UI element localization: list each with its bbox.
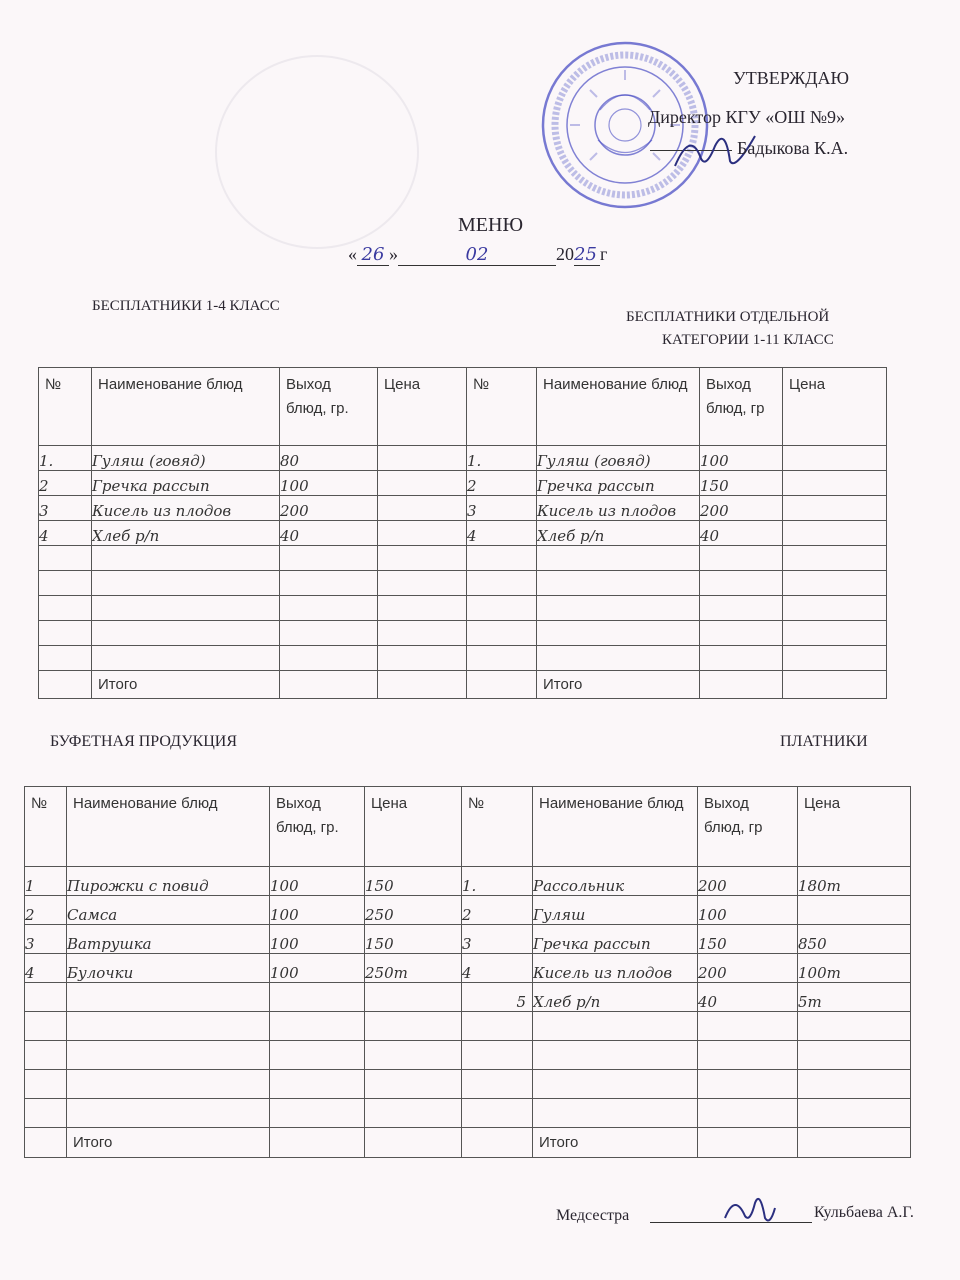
cell-price: 5т <box>798 983 911 1012</box>
table-row <box>39 646 887 671</box>
cell-output: 100 <box>700 446 783 471</box>
cell-dish: Кисель из плодов <box>537 496 700 521</box>
cell-dish: Рассольник <box>533 867 698 896</box>
cell-number: 5 <box>462 983 533 1012</box>
cell-output <box>270 983 365 1012</box>
date-year-prefix: 20 <box>556 244 574 264</box>
cell-dish: Гуляш <box>533 896 698 925</box>
total-row <box>39 671 887 699</box>
cell-number: 1. <box>467 446 537 471</box>
page-title: МЕНЮ <box>458 214 523 236</box>
cell-price: 150 <box>365 867 462 896</box>
cell-price: 850 <box>798 925 911 954</box>
cell-dish: Хлеб р/п <box>533 983 698 1012</box>
col-header-price: Цена <box>783 368 887 446</box>
date-close-quote: » <box>389 244 398 264</box>
cell-dish: Хлеб р/п <box>92 521 280 546</box>
cell-dish: Гречка рассып <box>537 471 700 496</box>
total-label: Итого <box>67 1128 270 1158</box>
cell-number: 3 <box>39 496 92 521</box>
table-row <box>25 1012 911 1041</box>
cell-price <box>378 446 467 471</box>
approval-title: УТВЕРЖДАЮ <box>733 68 850 88</box>
faint-watermark <box>215 55 419 249</box>
date-open-quote: « <box>348 244 357 264</box>
cell-number: 4 <box>25 954 67 983</box>
cell-price: 250т <box>365 954 462 983</box>
col-header-number: № <box>467 368 537 446</box>
col-header-number: № <box>462 787 533 867</box>
cell-dish: Хлеб р/п <box>537 521 700 546</box>
cell-output: 100 <box>270 896 365 925</box>
table-header-row <box>25 787 911 867</box>
col-header-dish: Наименование блюд <box>92 368 280 446</box>
col-header-dish: Наименование блюд <box>67 787 270 867</box>
cell-price <box>378 471 467 496</box>
cell-number: 2 <box>467 471 537 496</box>
approval-position: Директор КГУ «ОШ №9» <box>648 107 846 127</box>
cell-price <box>783 471 887 496</box>
cell-number: 2 <box>462 896 533 925</box>
cell-price <box>378 496 467 521</box>
section1-left-title: БЕСПЛАТНИКИ 1-4 КЛАСС <box>92 298 280 314</box>
section1-right-title-1: БЕСПЛАТНИКИ ОТДЕЛЬНОЙ <box>626 309 830 325</box>
col-header-price: Цена <box>798 787 911 867</box>
cell-price <box>365 983 462 1012</box>
cell-output: 200 <box>280 496 378 521</box>
cell-number: 1 <box>25 867 67 896</box>
cell-number: 1. <box>39 446 92 471</box>
table-row <box>39 471 887 496</box>
col-header-number: № <box>39 368 92 446</box>
cell-price: 150 <box>365 925 462 954</box>
cell-number: 4 <box>467 521 537 546</box>
cell-output: 150 <box>698 925 798 954</box>
col-header-dish: Наименование блюд <box>533 787 698 867</box>
date-month: 02 <box>465 244 489 265</box>
cell-number: 4 <box>462 954 533 983</box>
cell-dish: Самса <box>67 896 270 925</box>
date-year: 25 <box>574 244 597 265</box>
col-header-output: Выход блюд, гр <box>700 368 783 446</box>
table-row <box>25 925 911 954</box>
nurse-label: Медсестра <box>556 1207 630 1224</box>
menu-table-free <box>38 367 887 699</box>
table-row <box>39 496 887 521</box>
cell-output: 40 <box>700 521 783 546</box>
table-header-row <box>39 368 887 446</box>
cell-price: 180т <box>798 867 911 896</box>
cell-dish <box>67 983 270 1012</box>
cell-number: 4 <box>39 521 92 546</box>
cell-dish: Кисель из плодов <box>533 954 698 983</box>
table-row <box>39 446 887 471</box>
col-header-output: Выход блюд, гр. <box>270 787 365 867</box>
date-year-unit: г <box>600 244 608 264</box>
cell-number: 2 <box>39 471 92 496</box>
cell-price <box>798 896 911 925</box>
cell-output: 100 <box>270 867 365 896</box>
date-line <box>348 244 607 266</box>
cell-price <box>783 521 887 546</box>
col-header-price: Цена <box>365 787 462 867</box>
table-row <box>39 521 887 546</box>
nurse-signature <box>720 1188 780 1233</box>
table-row <box>39 596 887 621</box>
cell-output: 200 <box>700 496 783 521</box>
total-label: Итого <box>537 671 700 699</box>
table-row <box>25 867 911 896</box>
cell-output: 100 <box>270 954 365 983</box>
table-row <box>39 546 887 571</box>
cell-output: 100 <box>698 896 798 925</box>
table-row <box>25 896 911 925</box>
cell-number: 1. <box>462 867 533 896</box>
cell-number: 2 <box>25 896 67 925</box>
cell-number: 3 <box>25 925 67 954</box>
cell-output: 40 <box>698 983 798 1012</box>
table-row <box>39 621 887 646</box>
cell-output: 150 <box>700 471 783 496</box>
table-row <box>25 954 911 983</box>
approval-name: Бадыкова К.А. <box>737 138 849 158</box>
cell-dish: Гуляш (говяд) <box>537 446 700 471</box>
cell-dish: Гуляш (говяд) <box>92 446 280 471</box>
cell-dish: Гречка рассып <box>92 471 280 496</box>
cell-price: 250 <box>365 896 462 925</box>
cell-price <box>378 521 467 546</box>
table-row <box>25 1070 911 1099</box>
cell-dish: Ватрушка <box>67 925 270 954</box>
cell-number: 3 <box>462 925 533 954</box>
col-header-price: Цена <box>378 368 467 446</box>
table-row <box>25 983 911 1012</box>
menu-table-buffet <box>24 786 911 1158</box>
col-header-output: Выход блюд, гр. <box>280 368 378 446</box>
total-row <box>25 1128 911 1158</box>
cell-dish: Кисель из плодов <box>92 496 280 521</box>
cell-dish: Булочки <box>67 954 270 983</box>
col-header-dish: Наименование блюд <box>537 368 700 446</box>
cell-output: 200 <box>698 867 798 896</box>
date-day: 26 <box>361 244 385 265</box>
cell-dish: Гречка рассып <box>533 925 698 954</box>
col-header-number: № <box>25 787 67 867</box>
cell-price <box>783 496 887 521</box>
cell-output: 200 <box>698 954 798 983</box>
cell-dish: Пирожки с повид <box>67 867 270 896</box>
nurse-name: Кульбаева А.Г. <box>814 1204 914 1221</box>
cell-output: 40 <box>280 521 378 546</box>
cell-output: 100 <box>270 925 365 954</box>
cell-number <box>25 983 67 1012</box>
cell-number: 3 <box>467 496 537 521</box>
section2-left-title: БУФЕТНАЯ ПРОДУКЦИЯ <box>50 733 238 750</box>
cell-output: 80 <box>280 446 378 471</box>
section2-right-title: ПЛАТНИКИ <box>780 733 868 750</box>
table-row <box>25 1041 911 1070</box>
col-header-output: Выход блюд, гр <box>698 787 798 867</box>
table-row <box>39 571 887 596</box>
cell-price <box>783 446 887 471</box>
cell-output: 100 <box>280 471 378 496</box>
total-label: Итого <box>533 1128 698 1158</box>
section1-right-title-2: КАТЕГОРИИ 1-11 КЛАСС <box>662 332 834 348</box>
cell-price: 100т <box>798 954 911 983</box>
table-row <box>25 1099 911 1128</box>
total-label: Итого <box>92 671 280 699</box>
